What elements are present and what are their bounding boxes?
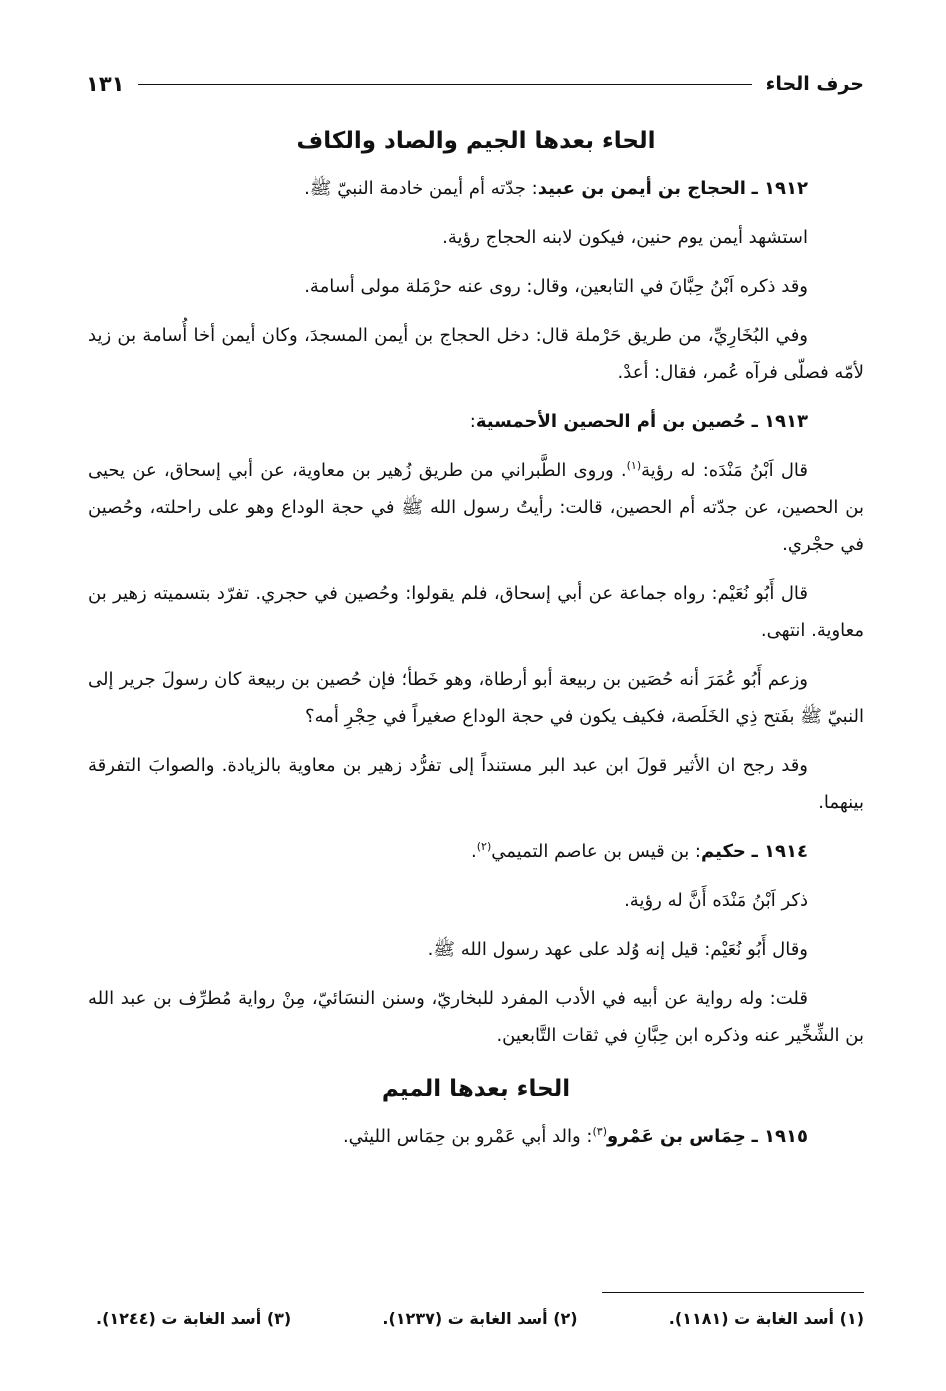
section-heading-mim: الحاء بعدها الميم — [381, 1076, 571, 1102]
entry-1912-paragraph-3: وفي البُخَارِيِّ، من طريق حَرْملة قال: دخل الحجاج بن أيمن المسجدَ، وكان أيمن أخا أُسامة بن زيد لأمّه فصلّى فرآه عُمر، فقال: أعدْ. — [88, 325, 864, 383]
entry-description: : والد أبي عَمْرو بن حِمَاس الليثي. — [342, 1126, 593, 1147]
entry-number: ١٩١٢ ـ — [751, 178, 808, 199]
entry-description: : جدّته أم أيمن خادمة النبيّ ﷺ. — [304, 178, 538, 199]
footnote-1: (١) أسد الغابة ت (١١٨١). — [668, 1309, 864, 1328]
entry-number: ١٩١٤ ـ — [751, 841, 808, 862]
entry-number: ١٩١٥ ـ — [751, 1126, 808, 1147]
entry-1913-paragraph-3: وزعم أَبُو عُمَرَ أنه حُصَين بن ربيعة أبو أرطاة، وهو خَطأ؛ فإن حُصين بن ربيعة كان رسولَ جرير إلى النبيّ ﷺ بفَتح ذِي الخَلَصة، فكيف يكون في حجة الوداع صغيراً في حِجْرِ أمه؟ — [88, 669, 864, 727]
entry-1914-paragraph-3: قلت: وله رواية عن أبيه في الأدب المفرد للبخاريّ، وسنن النسَائيّ، مِنْ رواية مُطرِّف بن عبد الله بن الشِّخِّير عنه وذكره ابن حِبَّانِ في ثقات التَّابعين. — [88, 988, 864, 1046]
section-heading-jim-sad-kaf: الحاء بعدها الجيم والصاد والكاف — [296, 128, 656, 154]
entry-1913-title — [88, 403, 864, 440]
paragraph-text: قال اَبْنُ مَنْدَه: له رؤية — [641, 460, 808, 481]
page-body — [88, 118, 864, 1167]
footnote-2: (٢) أسد الغابة ت (١٢٣٧). — [382, 1309, 578, 1328]
entry-description: : بن قيس بن عاصم التميمي — [491, 841, 701, 862]
entry-name: حُصين بن أم الحصين الأحمسية — [475, 411, 746, 432]
footnotes — [96, 1305, 864, 1333]
entry-1912-paragraph-2: وقد ذكره اَبْنُ حِبَّانَ في التابعين، وقال: روى عنه حرْمَلة مولى أسامة. — [304, 276, 808, 297]
footnote-separator — [602, 1292, 864, 1293]
footnote-3: (٣) أسد الغابة ت (١٢٤٤). — [96, 1309, 292, 1328]
entry-name: حِمَاس بن عَمْرو — [607, 1126, 746, 1147]
page-header — [86, 66, 864, 102]
footnote-marker-2: (٢) — [476, 840, 492, 853]
entry-1913-paragraph-2: قال أَبُو نُعَيْم: رواه جماعة عن أبي إسحاق، فلم يقولوا: وحُصين في حجري. تفرّد بتسميته زهير بن معاوية. انتهى. — [88, 583, 864, 641]
footnote-marker-1: (١) — [626, 459, 642, 472]
entry-1914-paragraph-2: وقال أَبُو نُعَيْم: قيل إنه وُلد على عهد رسول الله ﷺ. — [427, 939, 808, 960]
entry-1912-paragraph-1: استشهد أيمن يوم حنين، فيكون لابنه الحجاج رؤية. — [442, 227, 808, 248]
running-title: حرف الحاء — [765, 73, 864, 95]
entry-1913-paragraph-1 — [88, 452, 864, 563]
entry-1915-title — [88, 1118, 864, 1155]
entry-description-end: . — [471, 841, 477, 862]
footnote-marker-3: (٣) — [592, 1125, 607, 1138]
page-number: ١٣١ — [86, 72, 125, 96]
entry-description: : — [469, 411, 476, 432]
entry-1912-title — [88, 170, 864, 207]
paragraph-text: . وروى الطَّبراني من طريق زُهير بن معاوية، عن أبي إسحاق، عن يحيى بن الحصين، عن جدّته أم الحصين، قالت: رأيتُ رسول الله ﷺ في حجة الوداع وهو على راحلته، وحُصين في حجْري. — [88, 460, 864, 555]
header-rule — [138, 84, 751, 85]
entry-1913-paragraph-4: وقد رجح ان الأثير قولَ ابن عبد البر مستنداً إلى تفرُّد زهير بن معاوية بالزيادة. والصوابَ التفرقة بينهما. — [88, 755, 864, 813]
entry-number: ١٩١٣ ـ — [751, 411, 808, 432]
entry-name: الحجاج بن أيمن بن عبيد — [537, 178, 746, 199]
entry-name: حكيم — [700, 841, 746, 862]
entry-1914-paragraph-1: ذكر اَبْنُ مَنْدَه أَنَّ له رؤية. — [624, 890, 808, 911]
entry-1914-title — [88, 833, 864, 870]
